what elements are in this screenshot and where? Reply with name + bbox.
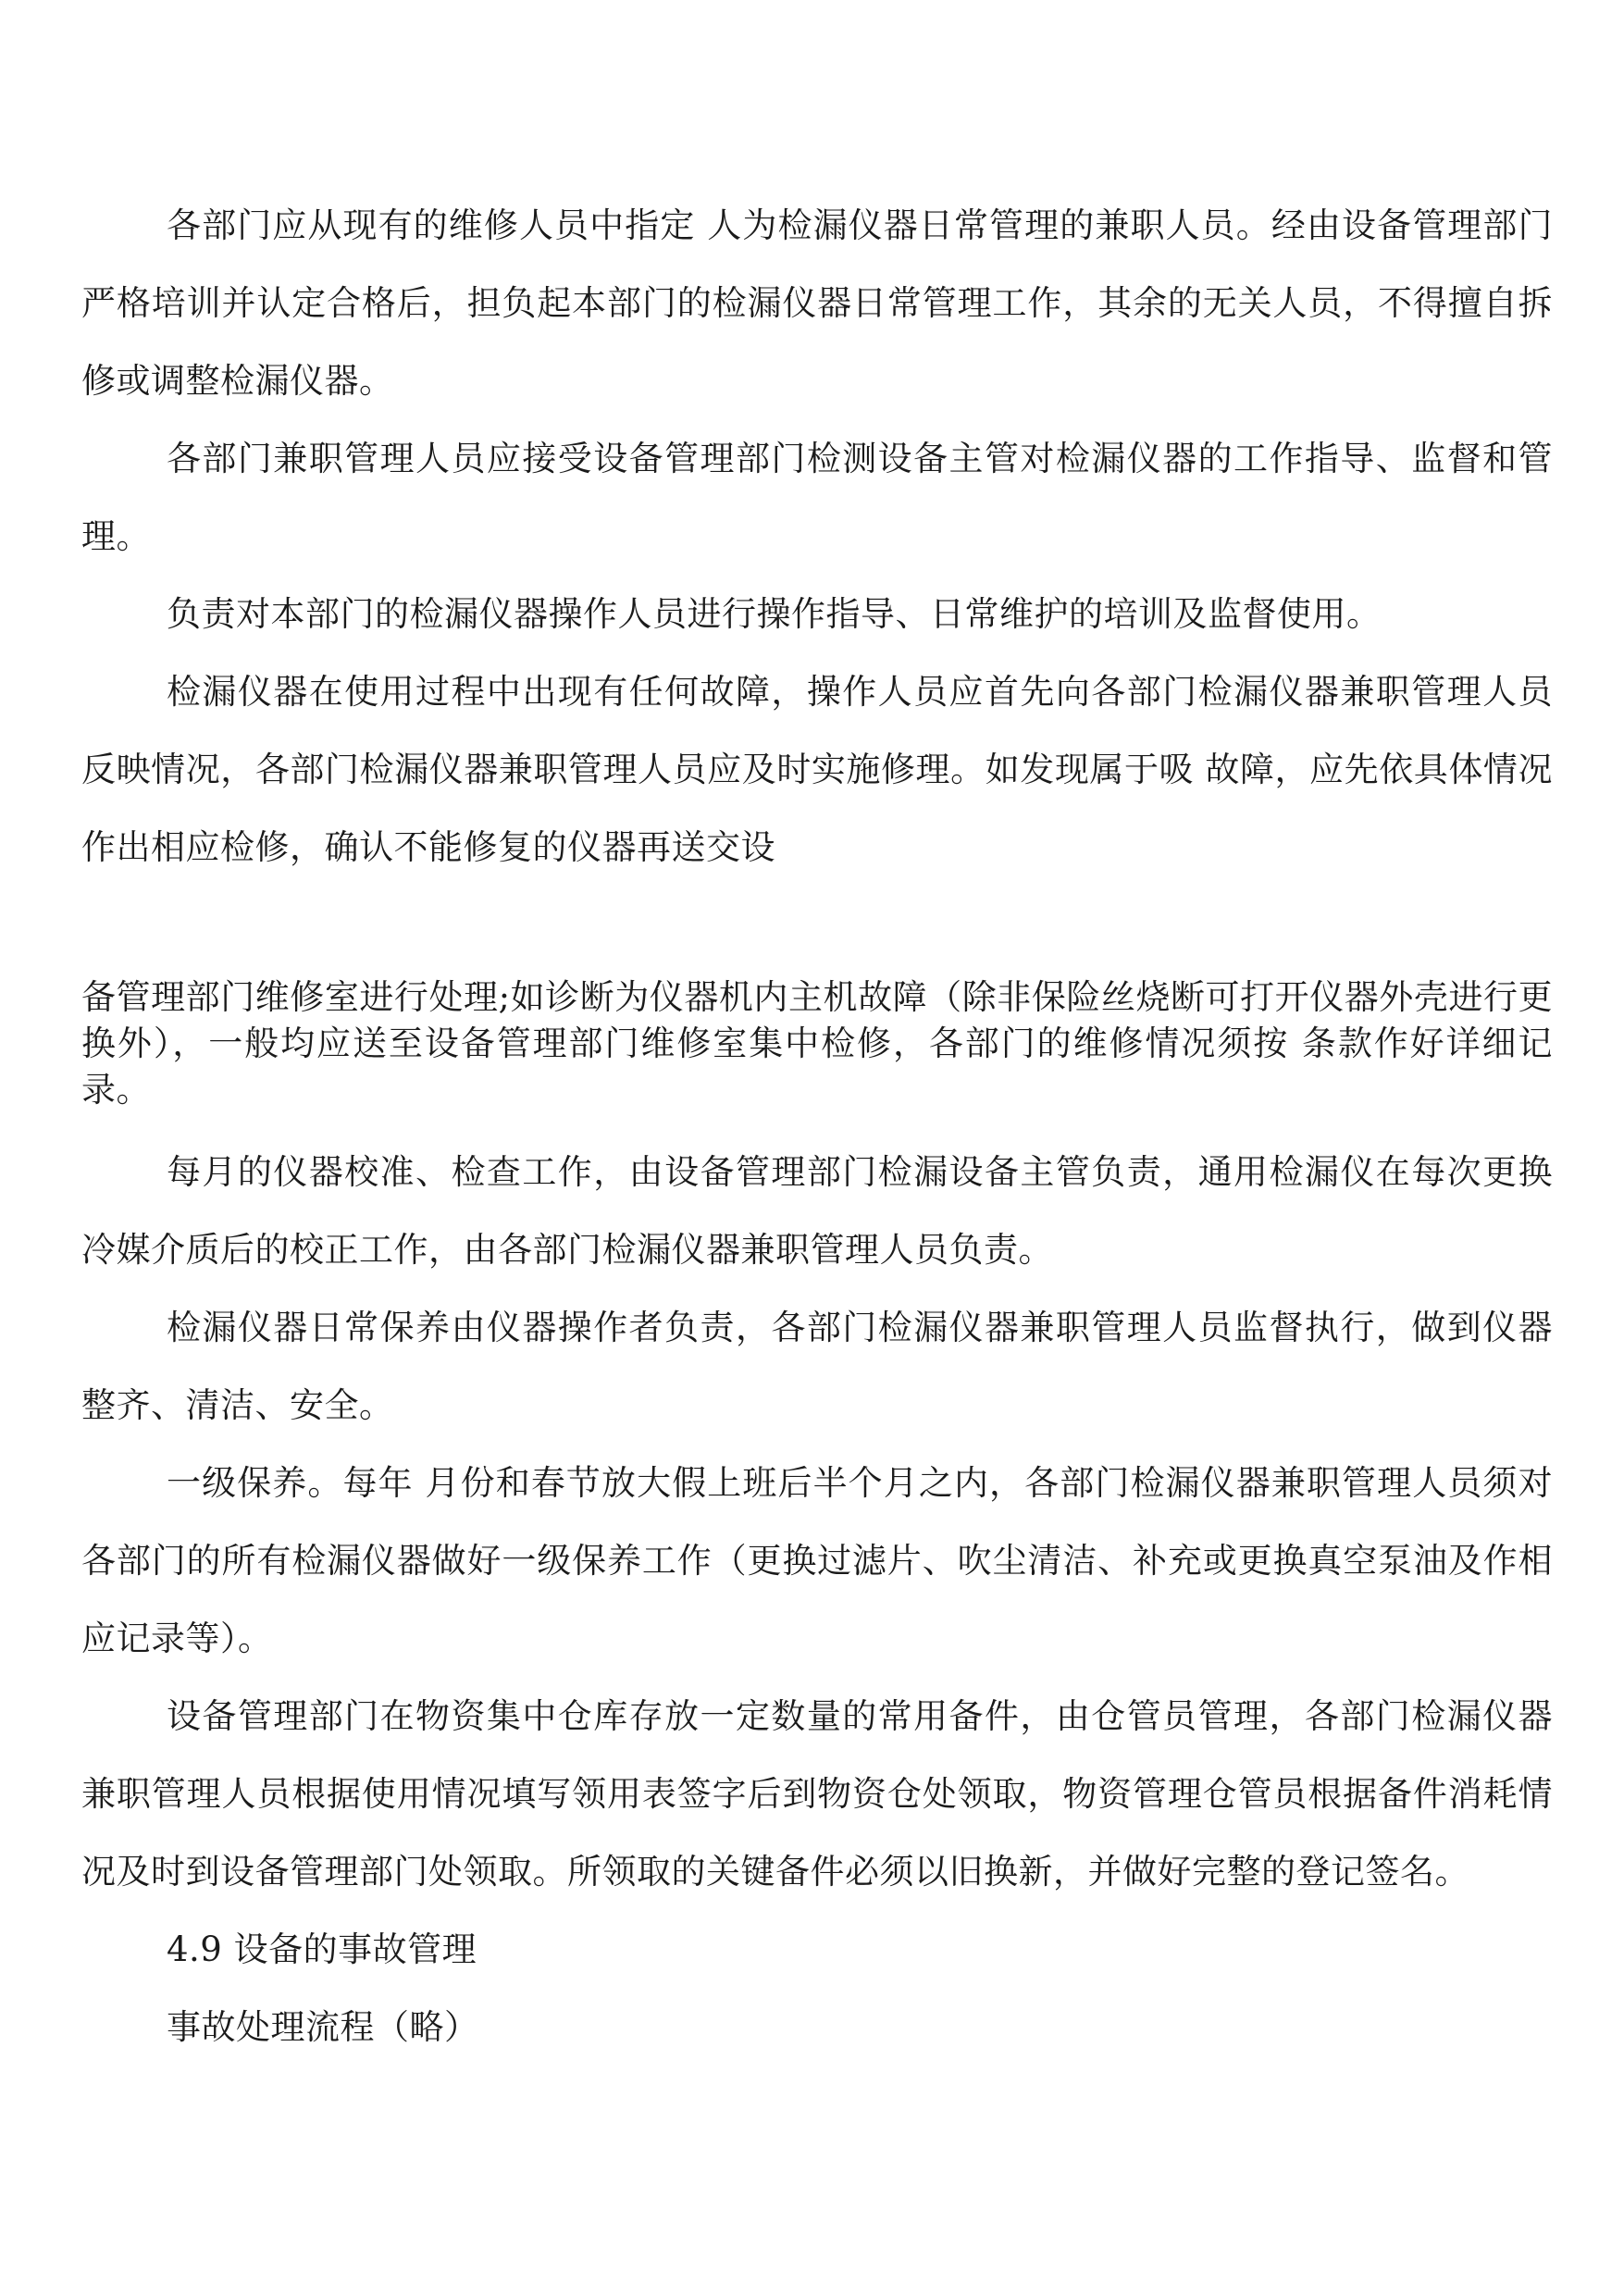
paragraph-9: 设备管理部门在物资集中仓库存放一定数量的常用备件，由仓管员管理，各部门检漏仪器兼职管理人员根据使用情况填写领用表签字后到物资仓处领取，物资管理仓管员根据备件消耗情况及时到设备管理部门处领取。所领取的关键备件必须以旧换新，并做好完整的登记签名。 xyxy=(81,1696,1553,1892)
text-block-1 xyxy=(81,187,1553,887)
paragraph-2: 各部门兼职管理人员应接受设备管理部门检测设备主管对检漏仪器的工作指导、监督和管理。 xyxy=(81,439,1553,556)
paragraph-6: 每月的仪器校准、检查工作，由设备管理部门检漏设备主管负责，通用检漏仪在每次更换冷媒介质后的校正工作，由各部门检漏仪器兼职管理人员负责。 xyxy=(81,1152,1553,1270)
section-heading: 4.9 设备的事故管理 xyxy=(167,1929,477,1969)
text-block-3 xyxy=(81,1134,1553,2066)
text-block-2 xyxy=(81,974,1553,1113)
paragraph-7: 检漏仪器日常保养由仪器操作者负责，各部门检漏仪器兼职管理人员监督执行，做到仪器整齐、清洁、安全。 xyxy=(81,1308,1553,1425)
paragraph-8: 一级保养。每年 月份和春节放大假上班后半个月之内，各部门检漏仪器兼职管理人员须对各部门的所有检漏仪器做好一级保养工作（更换过滤片、吹尘清洁、补充或更换真空泵油及作相应记录等）。 xyxy=(81,1463,1553,1658)
paragraph-4: 检漏仪器在使用过程中出现有任何故障，操作人员应首先向各部门检漏仪器兼职管理人员反映情况，各部门检漏仪器兼职管理人员应及时实施修理。如发现属于吸 故障，应先依具体情况作出相应检修，确认不能修复的仪器再送交设 xyxy=(81,672,1553,867)
paragraph-10: 事故处理流程（略） xyxy=(167,2007,479,2047)
paragraph-1: 各部门应从现有的维修人员中指定 人为检漏仪器日常管理的兼职人员。经由设备管理部门严格培训并认定合格后，担负起本部门的检漏仪器日常管理工作，其余的无关人员，不得擅自拆修或调整检漏仪器。 xyxy=(81,205,1553,401)
paragraph-3: 负责对本部门的检漏仪器操作人员进行操作指导、日常维护的培训及监督使用。 xyxy=(167,594,1382,634)
paragraph-5: 备管理部门维修室进行处理;如诊断为仪器机内主机故障（除非保险丝烧断可打开仪器外壳进行更换外），一般均应送至设备管理部门维修室集中检修，各部门的维修情况须按 条款作好详细记录。 xyxy=(81,977,1553,1110)
